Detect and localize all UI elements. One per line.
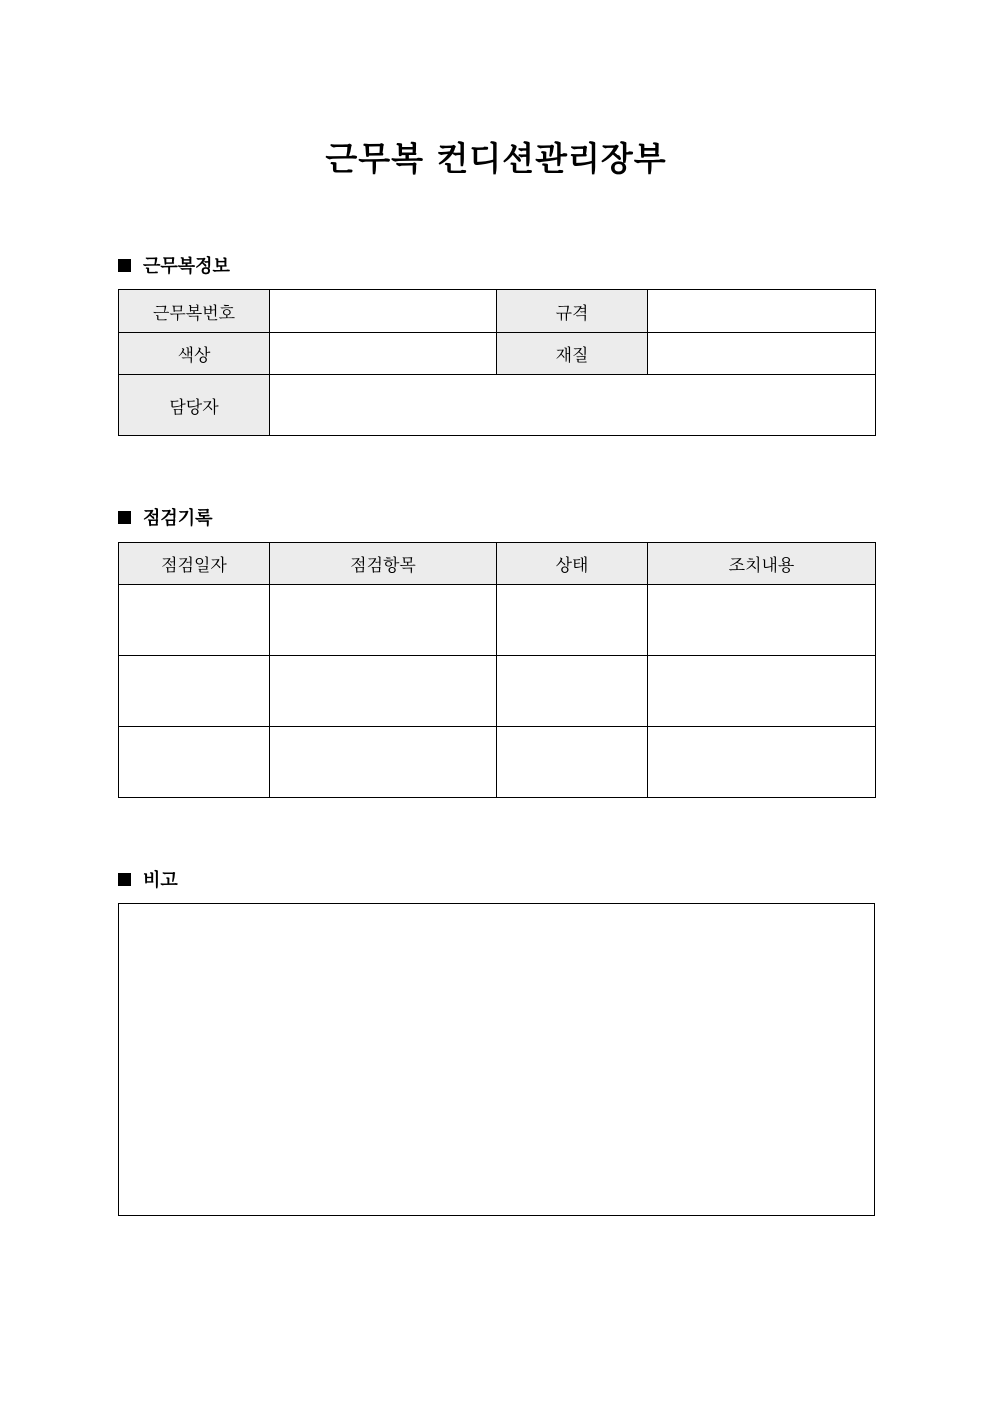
material-field[interactable] bbox=[648, 333, 876, 375]
item-cell[interactable] bbox=[270, 656, 497, 727]
info-row bbox=[119, 333, 876, 375]
column-header-item: 점검항목 bbox=[270, 543, 497, 585]
column-header-status: 상태 bbox=[497, 543, 648, 585]
uniform-number-label: 근무복번호 bbox=[119, 290, 270, 333]
column-header-action: 조치내용 bbox=[648, 543, 876, 585]
size-label: 규격 bbox=[497, 290, 648, 333]
section-heading-remarks bbox=[118, 867, 178, 891]
action-cell[interactable] bbox=[648, 656, 876, 727]
info-row bbox=[119, 290, 876, 333]
status-cell[interactable] bbox=[497, 727, 648, 798]
color-label: 색상 bbox=[119, 333, 270, 375]
column-header-date: 점검일자 bbox=[119, 543, 270, 585]
page-title: 근무복 컨디션관리장부 bbox=[325, 139, 667, 178]
material-label: 재질 bbox=[497, 333, 648, 375]
table-row bbox=[119, 656, 876, 727]
section-heading-inspection bbox=[118, 505, 213, 529]
item-cell[interactable] bbox=[270, 585, 497, 656]
info-table bbox=[118, 289, 876, 436]
table-row bbox=[119, 727, 876, 798]
section-heading-label: 점검기록 bbox=[143, 508, 213, 529]
color-field[interactable] bbox=[270, 333, 497, 375]
item-cell[interactable] bbox=[270, 727, 497, 798]
date-cell[interactable] bbox=[119, 727, 270, 798]
square-bullet-icon bbox=[118, 511, 131, 524]
manager-field[interactable] bbox=[270, 375, 876, 436]
section-heading-info bbox=[118, 253, 230, 277]
section-heading-label: 근무복정보 bbox=[143, 256, 230, 277]
manager-label: 담당자 bbox=[119, 375, 270, 436]
uniform-number-field[interactable] bbox=[270, 290, 497, 333]
remarks-box[interactable] bbox=[118, 903, 875, 1216]
action-cell[interactable] bbox=[648, 585, 876, 656]
section-heading-label: 비고 bbox=[143, 870, 178, 891]
square-bullet-icon bbox=[118, 873, 131, 886]
status-cell[interactable] bbox=[497, 585, 648, 656]
inspection-table bbox=[118, 542, 876, 798]
date-cell[interactable] bbox=[119, 656, 270, 727]
info-row bbox=[119, 375, 876, 436]
action-cell[interactable] bbox=[648, 727, 876, 798]
inspection-header-row bbox=[119, 543, 876, 585]
square-bullet-icon bbox=[118, 259, 131, 272]
table-row bbox=[119, 585, 876, 656]
size-field[interactable] bbox=[648, 290, 876, 333]
date-cell[interactable] bbox=[119, 585, 270, 656]
status-cell[interactable] bbox=[497, 656, 648, 727]
